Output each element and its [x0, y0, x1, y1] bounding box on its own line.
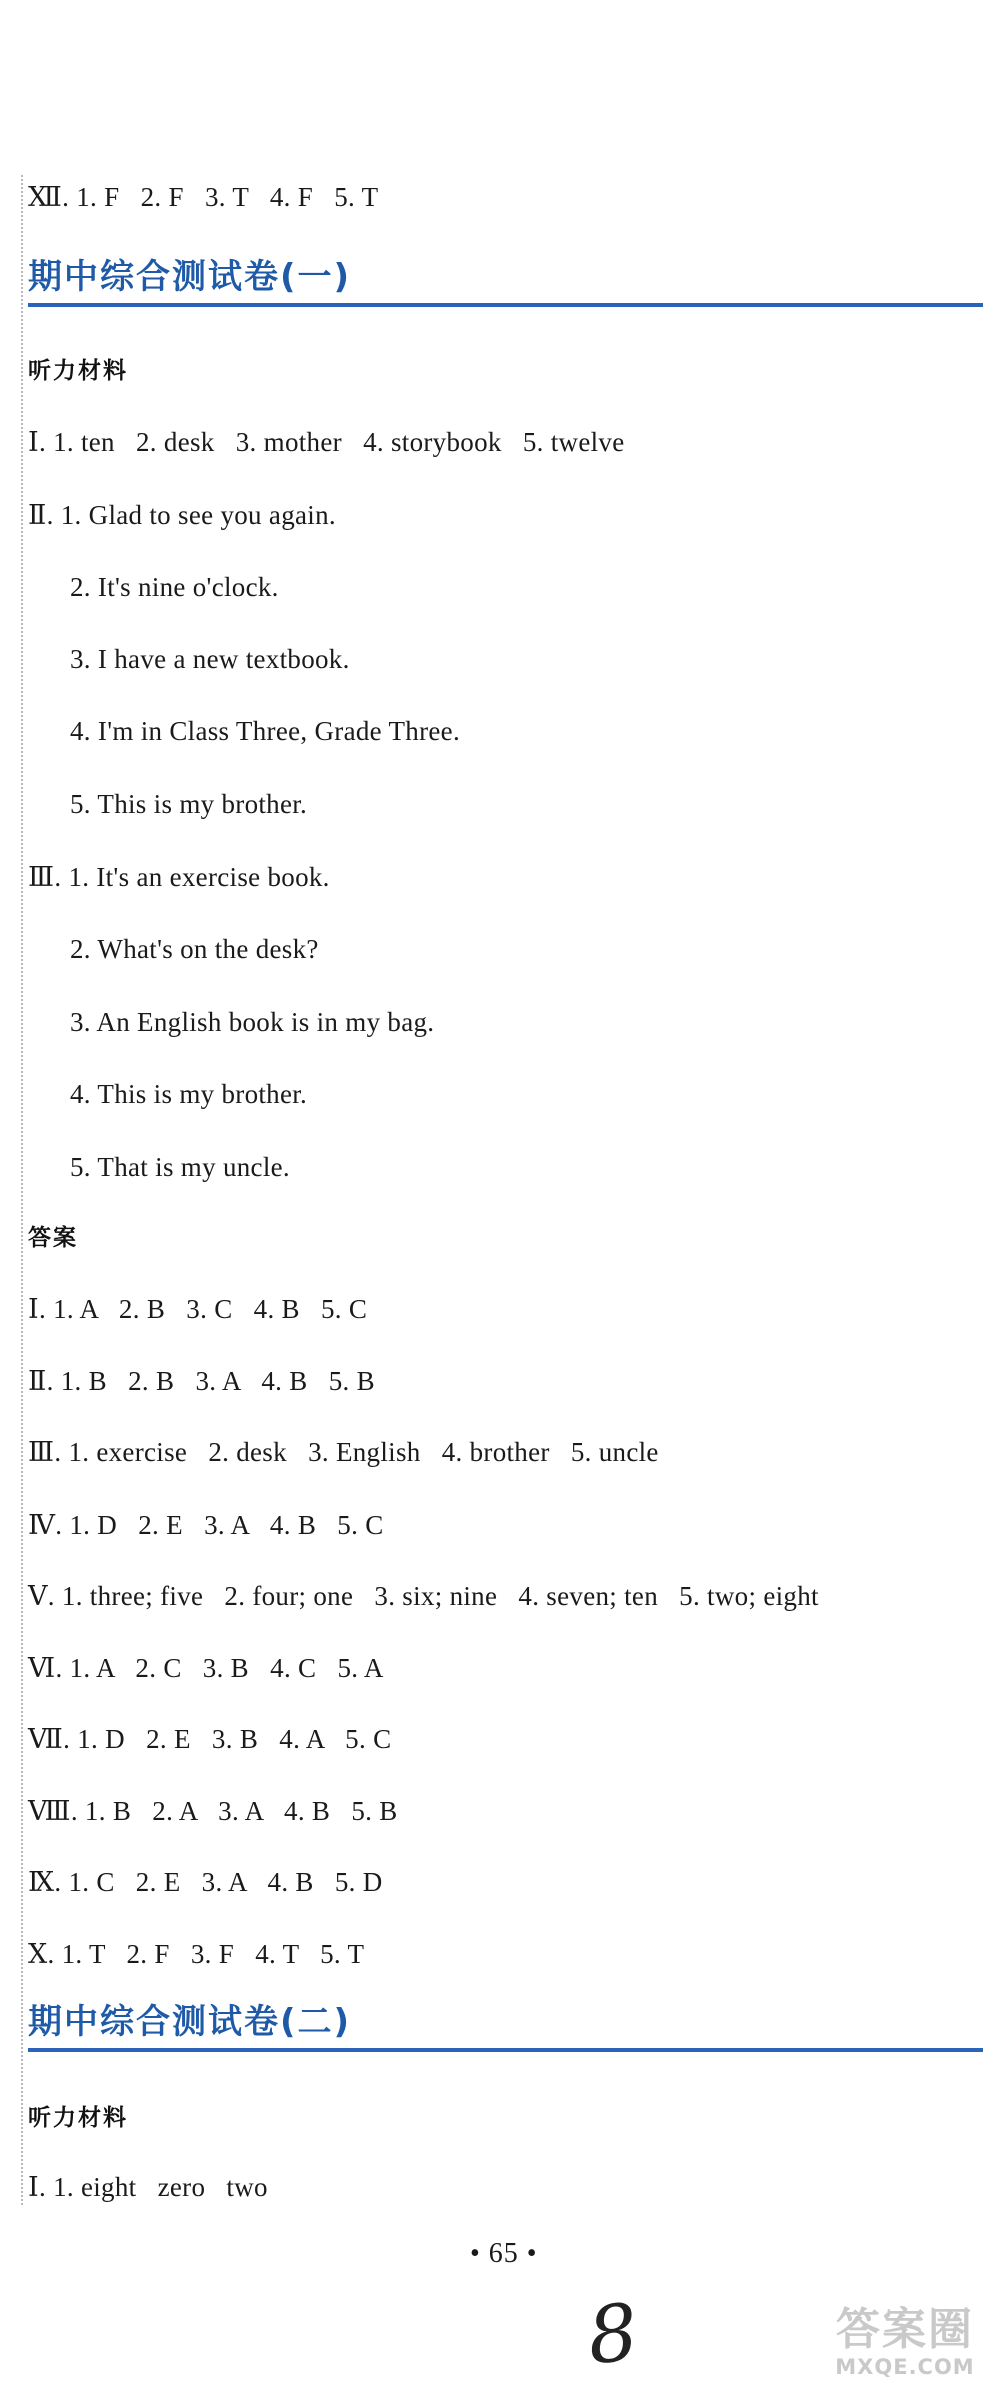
- answer-line: Ⅱ. 1. B 2. B 3. A 4. B 5. B: [28, 1366, 375, 1396]
- answer-line: Ⅳ. 1. D 2. E 3. A 4. B 5. C: [28, 1510, 384, 1540]
- listening-line: 4. This is my brother.: [70, 1079, 308, 1109]
- watermark: [815, 2305, 995, 2395]
- listening-line: 4. I'm in Class Three, Grade Three.: [70, 716, 461, 746]
- listening-line: Ⅱ. 1. Glad to see you again.: [28, 500, 336, 530]
- watermark-url: MXQE.COM: [835, 2355, 975, 2379]
- answer-line: Ⅴ. 1. three; five 2. four; one 3. six; nine 4. seven; ten 5. two; eight: [28, 1581, 819, 1611]
- listening-line: 3. An English book is in my bag.: [70, 1007, 435, 1037]
- listening-heading-2: 听力材料: [28, 2105, 128, 2131]
- listening-line: 5. This is my brother.: [70, 789, 308, 819]
- answer-line: Ⅸ. 1. C 2. E 3. A 4. B 5. D: [28, 1867, 383, 1897]
- handwritten-mark: 8: [583, 2287, 643, 2383]
- section-title-midterm-2: 期中综合测试卷(二): [28, 2000, 983, 2052]
- answer-line: Ⅲ. 1. exercise 2. desk 3. English 4. brother 5. uncle: [28, 1437, 659, 1467]
- answer-line: Ⅰ. 1. A 2. B 3. C 4. B 5. C: [28, 1294, 368, 1324]
- listening-line: 5. That is my uncle.: [70, 1152, 290, 1182]
- listening-line: Ⅰ. 1. eight zero two: [28, 2172, 268, 2202]
- watermark-logo: 答案圈: [836, 2304, 974, 2355]
- section-title-midterm-1: 期中综合测试卷(一): [28, 255, 983, 307]
- listening-line: Ⅲ. 1. It's an exercise book.: [28, 862, 330, 892]
- listening-line: 3. I have a new textbook.: [70, 644, 350, 674]
- listening-line: Ⅰ. 1. ten 2. desk 3. mother 4. storybook 5. twelve: [28, 427, 625, 457]
- answer-line: Ⅹ. 1. T 2. F 3. F 4. T 5. T: [28, 1939, 365, 1969]
- answer-line: Ⅶ. 1. D 2. E 3. B 4. A 5. C: [28, 1724, 392, 1754]
- listening-heading-1: 听力材料: [28, 358, 128, 384]
- page-number: • 65 •: [470, 2238, 538, 2269]
- listening-line: 2. What's on the desk?: [70, 934, 319, 964]
- margin-dotted-line: [21, 175, 23, 2205]
- answer-line: Ⅷ. 1. B 2. A 3. A 4. B 5. B: [28, 1796, 398, 1826]
- section-12-answers: Ⅻ. 1. F 2. F 3. T 4. F 5. T: [28, 182, 379, 212]
- answers-heading-1: 答案: [28, 1225, 78, 1251]
- listening-line: 2. It's nine o'clock.: [70, 572, 279, 602]
- answer-line: Ⅵ. 1. A 2. C 3. B 4. C 5. A: [28, 1653, 384, 1683]
